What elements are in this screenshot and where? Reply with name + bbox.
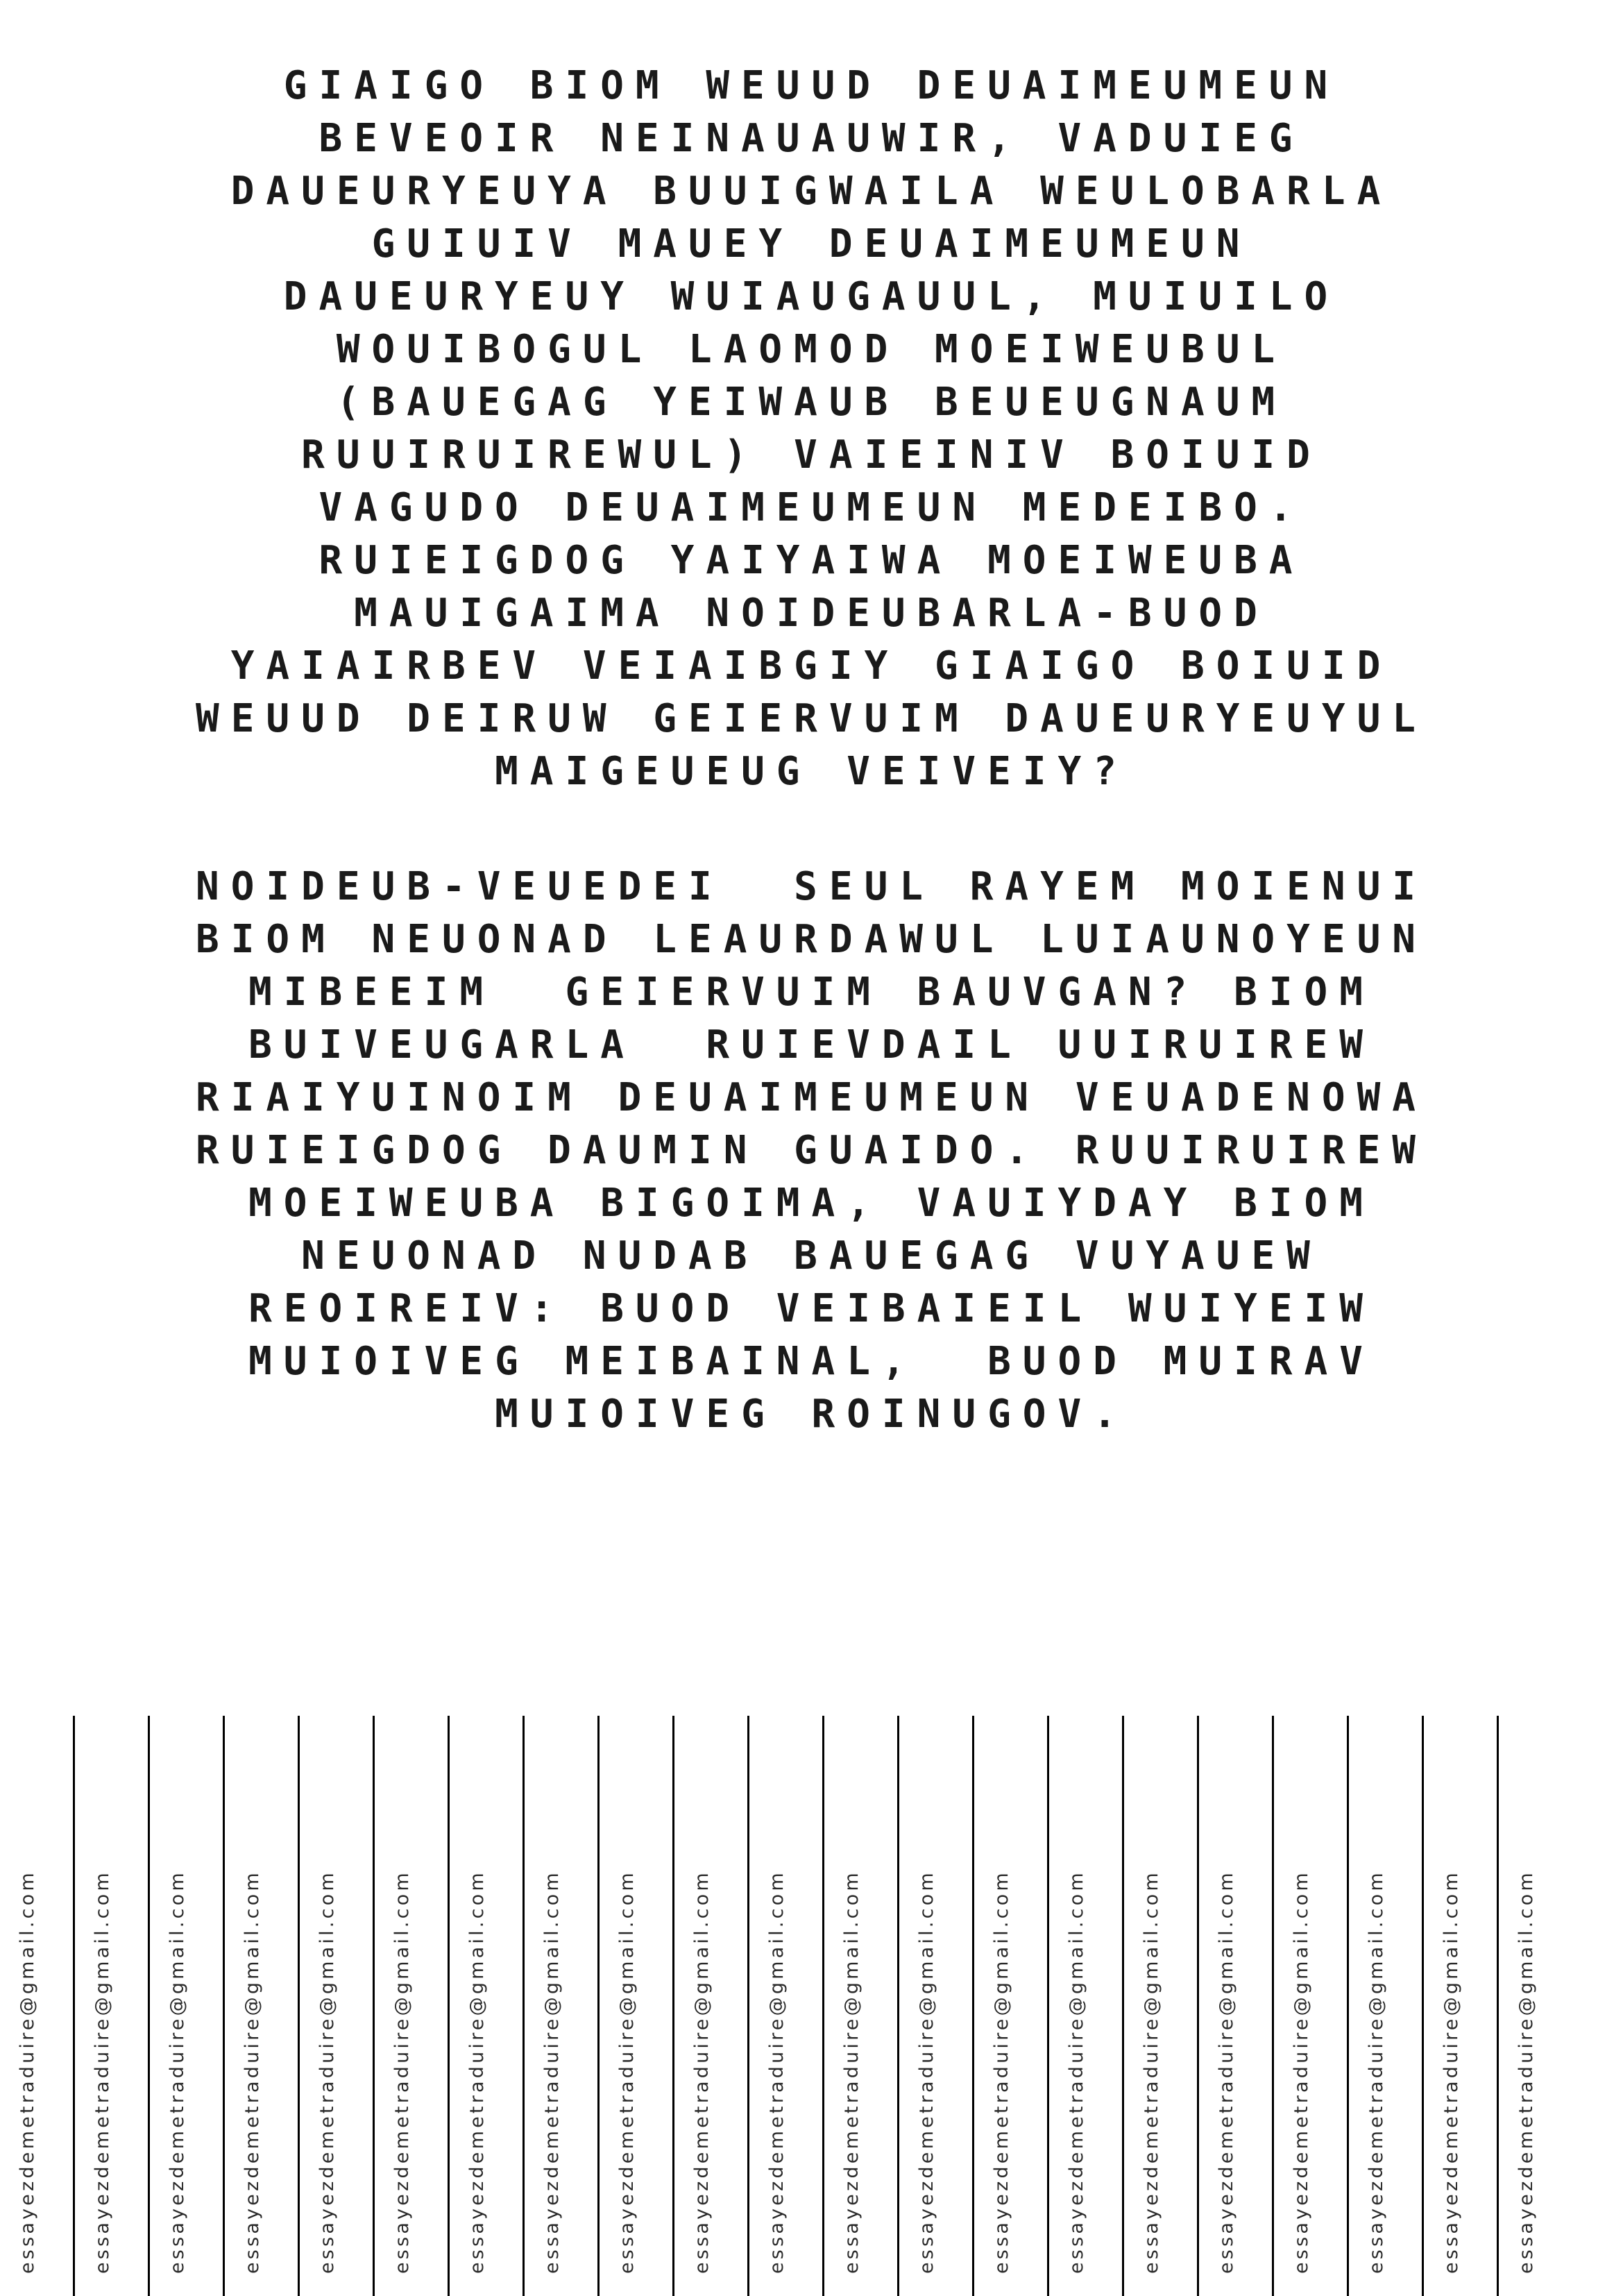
tear-off-tab[interactable] bbox=[1274, 1716, 1349, 2296]
tear-off-email: essayezdemetraduire@gmail.com bbox=[1066, 1870, 1087, 2274]
poem-line: MOEIWEUBA BIGOIMA, VAUIYDAY BIOM bbox=[248, 1181, 1375, 1226]
poem-line: WEUUD DEIRUW GEIERVUIM DAUEURYEUYUL bbox=[195, 696, 1428, 741]
tear-off-tab[interactable] bbox=[450, 1716, 525, 2296]
poem-line: BEVEOIR NEINAUAUWIR, VADUIEG bbox=[318, 116, 1305, 161]
tear-off-tab[interactable] bbox=[899, 1716, 974, 2296]
poem-line: RUIEIGDOG DAUMIN GUAIDO. RUUIRUIREW bbox=[195, 1128, 1428, 1173]
tear-off-email: essayezdemetraduire@gmail.com bbox=[616, 1870, 638, 2274]
tear-off-email: essayezdemetraduire@gmail.com bbox=[691, 1870, 713, 2274]
poem-line: MAUIGAIMA NOIDEUBARLA-BUOD bbox=[354, 591, 1269, 636]
tear-off-tab[interactable] bbox=[974, 1716, 1049, 2296]
tear-off-email: essayezdemetraduire@gmail.com bbox=[1441, 1870, 1462, 2274]
poem-stanza-1 bbox=[56, 60, 1567, 798]
tear-off-email: essayezdemetraduire@gmail.com bbox=[92, 1870, 113, 2274]
poem-line: BUIVEUGARLA RUIEVDAIL UUIRUIREW bbox=[248, 1022, 1375, 1067]
tear-off-tab[interactable] bbox=[375, 1716, 450, 2296]
poem-line: MUIOIVEG MEIBAINAL, BUOD MUIRAV bbox=[248, 1339, 1375, 1384]
tear-off-email: essayezdemetraduire@gmail.com bbox=[1366, 1870, 1387, 2274]
poem-line: DAUEURYEUY WUIAUGAUUL, MUIUILO bbox=[283, 274, 1340, 319]
poem-line: NOIDEUB-VEUEDEI SEUL RAYEM MOIENUI bbox=[195, 864, 1428, 909]
tear-off-email: essayezdemetraduire@gmail.com bbox=[766, 1870, 788, 2274]
tear-off-email: essayezdemetraduire@gmail.com bbox=[541, 1870, 563, 2274]
poem-line: DAUEURYEUYA BUUIGWAILA WEULOBARLA bbox=[230, 169, 1393, 214]
tear-off-email: essayezdemetraduire@gmail.com bbox=[916, 1870, 937, 2274]
tear-off-tab[interactable] bbox=[75, 1716, 150, 2296]
poem-line: GIAIGO BIOM WEUUD DEUAIMEUMEUN bbox=[283, 63, 1340, 108]
poem-line: RUIEIGDOG YAIYAIWA MOEIWEUBA bbox=[318, 538, 1305, 583]
poem-line: MIBEEIM GEIERVUIM BAUVGAN? BIOM bbox=[248, 970, 1375, 1015]
poem-line: MUIOIVEG ROINUGOV. bbox=[495, 1392, 1128, 1437]
tear-off-tab[interactable] bbox=[150, 1716, 225, 2296]
poem-line: NEUONAD NUDAB BAUEGAG VUYAUEW bbox=[301, 1233, 1322, 1278]
poem-line: MAIGEUEUG VEIVEIY? bbox=[495, 749, 1128, 794]
tear-off-tab[interactable] bbox=[1049, 1716, 1124, 2296]
tear-off-tab[interactable] bbox=[1199, 1716, 1274, 2296]
poem-line: GUIUIV MAUEY DEUAIMEUMEUN bbox=[371, 221, 1252, 267]
tear-off-tab[interactable] bbox=[600, 1716, 674, 2296]
tear-off-tab[interactable] bbox=[1499, 1716, 1574, 2296]
poem-line: VAGUDO DEUAIMEUMEUN MEDEIBO. bbox=[318, 485, 1305, 530]
tear-off-tab[interactable] bbox=[1349, 1716, 1424, 2296]
tear-off-email: essayezdemetraduire@gmail.com bbox=[841, 1870, 863, 2274]
tear-off-email: essayezdemetraduire@gmail.com bbox=[17, 1870, 38, 2274]
tear-off-tab[interactable] bbox=[525, 1716, 600, 2296]
tear-off-tab[interactable] bbox=[674, 1716, 749, 2296]
tear-off-strip bbox=[0, 1716, 1623, 2296]
poem-line: BIOM NEUONAD LEAURDAWUL LUIAUNOYEUN bbox=[195, 917, 1428, 962]
tear-off-email: essayezdemetraduire@gmail.com bbox=[316, 1870, 338, 2274]
tear-off-email: essayezdemetraduire@gmail.com bbox=[167, 1870, 188, 2274]
poem-stanza-2 bbox=[56, 861, 1567, 1441]
tear-off-tab[interactable] bbox=[225, 1716, 300, 2296]
tear-off-email: essayezdemetraduire@gmail.com bbox=[466, 1870, 488, 2274]
tear-off-tab[interactable] bbox=[824, 1716, 899, 2296]
poem-line: YAIAIRBEV VEIAIBGIY GIAIGO BOIUID bbox=[230, 643, 1393, 689]
poem-line: WOUIBOGUL LAOMOD MOEIWEUBUL bbox=[336, 327, 1287, 372]
poem-line: RUUIRUIREWUL) VAIEINIV BOIUID bbox=[301, 432, 1322, 478]
poem-line: REOIREIV: BUOD VEIBAIEIL WUIYEIW bbox=[248, 1286, 1375, 1331]
tear-off-tab[interactable] bbox=[1124, 1716, 1199, 2296]
poem-line: RIAIYUINOIM DEUAIMEUMEUN VEUADENOWA bbox=[195, 1075, 1428, 1120]
tear-off-tab[interactable] bbox=[0, 1716, 75, 2296]
tear-off-tab[interactable] bbox=[1424, 1716, 1499, 2296]
poem-line: (BAUEGAG YEIWAUB BEUEUGNAUM bbox=[336, 380, 1287, 425]
tear-off-email: essayezdemetraduire@gmail.com bbox=[241, 1870, 263, 2274]
tear-off-email: essayezdemetraduire@gmail.com bbox=[391, 1870, 413, 2274]
tear-off-email: essayezdemetraduire@gmail.com bbox=[1141, 1870, 1162, 2274]
tear-off-email: essayezdemetraduire@gmail.com bbox=[1291, 1870, 1312, 2274]
tear-off-email: essayezdemetraduire@gmail.com bbox=[1515, 1870, 1537, 2274]
tear-off-tab[interactable] bbox=[300, 1716, 375, 2296]
tear-off-tab[interactable] bbox=[749, 1716, 824, 2296]
tear-off-email: essayezdemetraduire@gmail.com bbox=[1216, 1870, 1237, 2274]
tear-off-email: essayezdemetraduire@gmail.com bbox=[991, 1870, 1012, 2274]
